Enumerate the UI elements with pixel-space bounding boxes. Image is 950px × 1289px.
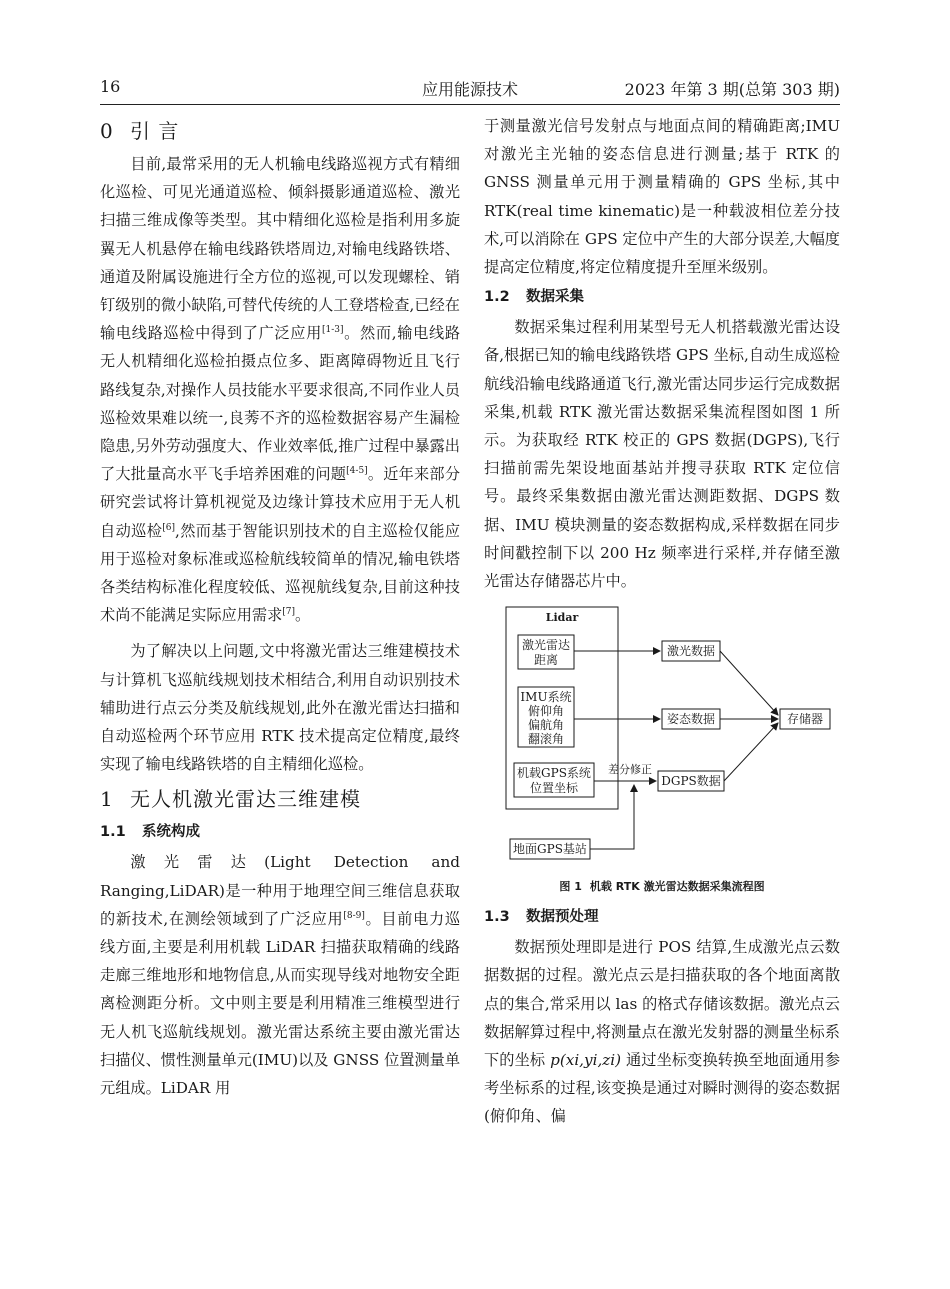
section-0-title: 引 言 (130, 119, 180, 143)
imu-line-1: IMU系统 (520, 690, 572, 705)
imu-line-3: 偏航角 (527, 718, 565, 733)
dgps-data-label: DGPS数据 (661, 774, 721, 789)
header-rule (100, 104, 840, 105)
citation: [1-3] (322, 325, 344, 336)
section-1-1-paragraph-continued: 于测量激光信号发射点与地面点间的精确距离;IMU 对激光主光轴的姿态信息进行测量;基于 RTK 的 GNSS 测量单元用于测量精确的 GPS 坐标,其中 RTK(real time kinematic)是一种载波相位差分技术,可以消除在 GPS 定位中产生的大部分误差,大幅度提高定位精度,将定位精度提升至厘米级别。 (484, 117, 840, 277)
section-1-1-paragraph: 激光雷达(Light Detection and Ranging,LiDAR)是一种用于地理空间三维信息获取的新技术,在测绘领域到了广泛应用[8-9]。目前电力巡线方面,主要是利用机载 LiDAR 扫描获取精确的线路走廊三维地形和地物信息,从而实现导线对地物安全距离检测距分析。文中则主要是利用精准三维模型进行无人机飞巡航线规划。激光雷达系统主要由激光雷达扫描仪、惯性测量单元(IMU)以及 GNSS 位置测量单元组成。LiDAR 用 (100, 853, 461, 1098)
section-0-number: 0 (100, 119, 114, 143)
section-1-title: 无人机激光雷达三维建模 (130, 787, 361, 812)
attitude-data-label: 姿态数据 (666, 712, 716, 727)
ground-gps-label: 地面GPS基站 (513, 842, 587, 857)
journal-name: 应用能源技术 (421, 80, 518, 99)
section-1-number: 1 (100, 787, 114, 812)
left-column (100, 112, 460, 1102)
section-1-3-heading: 1.3 数据预处理 (484, 909, 599, 926)
citation: [8-9] (343, 910, 365, 921)
imu-line-4: 翻滚角 (527, 732, 565, 747)
correction-label: 差分修正 (608, 763, 652, 777)
section-0-heading (100, 114, 460, 148)
arrow-laser-to-storage (720, 651, 778, 715)
running-header (100, 77, 840, 101)
citation: [4-5] (346, 466, 368, 477)
airborne-gps-line-1: 机载GPS系统 (517, 766, 591, 781)
flowchart (484, 605, 840, 873)
right-column (484, 112, 840, 1131)
lidar-label: Lidar (545, 611, 579, 625)
section-1-heading (100, 782, 460, 816)
formula: p(xi,yi,zi) (550, 1051, 622, 1070)
arrow-dgps-to-storage (724, 723, 778, 781)
airborne-gps-line-2: 位置坐标 (529, 781, 579, 796)
laser-data-label: 激光数据 (666, 644, 716, 659)
issue-info: 2023 年第 3 期(总第 303 期) (624, 80, 840, 99)
intro-paragraph-2: 为了解决以上问题,文中将激光雷达三维建模技术与计算机飞巡航线规划技术相结合,利用自动识别技术辅助进行点云分类及航线规划,此外在激光雷达扫描和自动巡检两个环节应用 RTK 技术提高定位精度,最终实现了输电线路铁塔的自主精细化巡检。 (100, 642, 460, 774)
citation: [6] (162, 522, 176, 533)
page-number: 16 (100, 77, 121, 96)
figure-1 (484, 605, 840, 873)
section-1-3-paragraph: 数据预处理即是进行 POS 结算,生成激光点云数据数据的过程。激光点云是扫描获取的各个地面离散点的集合,常采用以 las 的格式存储该数据。激光点云数据解算过程中,将测量点在激光发射器的测量坐标系下的坐标 p(xi,yi,zi) 通过坐标变换转换至地面通用参考坐标系的过程,该变换是通过对瞬时测得的姿态数据(俯仰角、偏 (484, 938, 841, 1126)
laser-ranging-line-1: 激光雷达 (521, 638, 571, 653)
figure-1-caption (484, 877, 840, 897)
figure-number: 图 1 (559, 880, 582, 894)
imu-line-2: 俯仰角 (527, 704, 565, 719)
citation: [7] (282, 607, 295, 618)
laser-ranging-line-2: 距离 (533, 653, 559, 668)
section-1-2-paragraph: 数据采集过程利用某型号无人机搭载激光雷达设备,根据已知的输电线路铁塔 GPS 坐标,自动生成巡检航线沿输电线路通道飞行,激光雷达同步运行完成数据采集,机载 RTK 激光雷达数据采集流程图如图 1 所示。为获取经 RTK 校正的 GPS 数据(DGPS),飞行扫描前需先架设地面基站并搜寻获取 RTK 定位信号。最终采集数据由激光雷达测距数据、DGPS 数据、IMU 模块测量的姿态数据构成,采样数据在同步时间戳控制下以 200 Hz 频率进行采样,并存储至激光雷达存储器芯片中。 (484, 318, 840, 591)
figure-title: 机载 RTK 激光雷达数据采集流程图 (589, 880, 765, 894)
storage-label: 存储器 (786, 712, 824, 727)
intro-paragraph-1: 目前,最常采用的无人机输电线路巡视方式有精细化巡检、可见光通道巡检、倾斜摄影通道巡检、激光扫描三维成像等类型。其中精细化巡检是指利用多旋翼无人机悬停在输电线路铁塔周边,对输电线路铁塔、通道及附属设施进行全方位的巡视,可以发现螺栓、销钉级别的微小缺陷,可替代传统的人工登塔检查,已经在输电线路巡检中得到了广泛应用[1-3]。然而,输电线路无人机精细化巡检拍摄点位多、距离障碍物近且飞行路线复杂,对操作人员技能水平要求很高,不同作业人员巡检效果难以统一,良莠不齐的巡检数据容易产生漏检隐患,另外劳动强度大、作业效率低,推广过程中暴露出了大批量高水平飞手培养困难的问题[4-5]。近年来部分研究尝试将计算机视觉及边缘计算技术应用于无人机自动巡检[6],然而基于智能识别技术的自主巡检仅能应用于巡检对象标准或巡检航线较简单的情况,输电铁塔各类结构标准化程度较低、巡视航线复杂,目前这种技术尚不能满足实际应用需求[7]。 (100, 155, 461, 625)
section-1-2-heading: 1.2 数据采集 (484, 289, 584, 306)
section-1-1-heading: 1.1 系统构成 (100, 824, 200, 841)
arrow-ground-to-correction (590, 785, 634, 849)
